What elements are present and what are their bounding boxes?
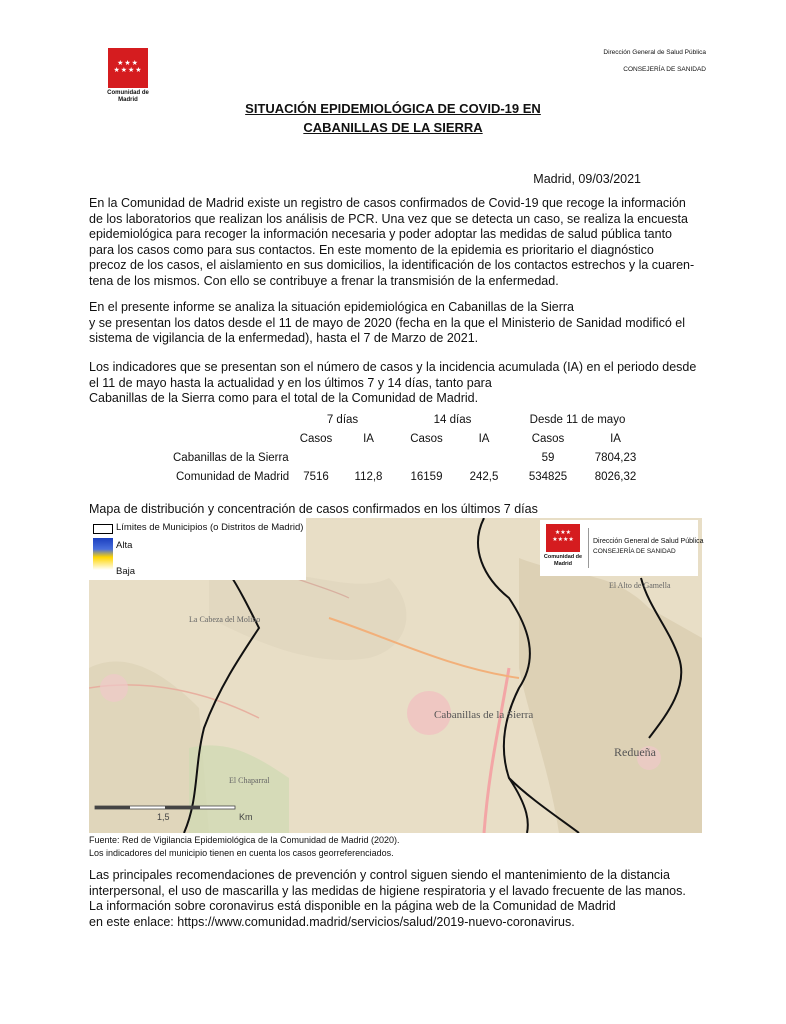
cell: 59 xyxy=(541,451,555,464)
map-place-label: La Cabeza del Molino xyxy=(189,615,261,624)
report-date: Madrid, 09/03/2021 xyxy=(533,172,641,186)
text-line: y se presentan los datos desde el 11 de mayo de 2020 (fecha en la que el Ministerio de Sanidad modificó el xyxy=(89,315,685,330)
col-ia: IA xyxy=(610,432,621,445)
cell xyxy=(342,448,395,467)
table-row xyxy=(160,467,645,486)
logo-divider xyxy=(588,528,589,568)
map-legend xyxy=(89,518,306,580)
period-14-days: 14 días xyxy=(433,413,472,426)
intensity-gradient xyxy=(93,538,113,570)
col-casos: Casos xyxy=(410,432,443,445)
text-line: el 11 de mayo hasta la actualidad y en los últimos 7 y 14 días, tanto para xyxy=(89,375,492,390)
table-subheader xyxy=(160,429,645,448)
source-line: Fuente: Red de Vigilancia Epidemiológica de la Comunidad de Madrid (2020). xyxy=(89,835,400,845)
period-7-days: 7 días xyxy=(326,413,359,426)
scope-paragraph xyxy=(89,300,729,347)
text-line: Las principales recomendaciones de prevención y control siguen siendo el mantenimiento de la distancia xyxy=(89,868,670,882)
map-caption: Mapa de distribución y concentración de casos confirmados en los últimos 7 días xyxy=(89,502,538,516)
text-line: para los casos como para sus contactos. En este momento de la epidemia es prioritario el diagnóstico xyxy=(89,242,654,257)
period-since-may: Desde 11 de mayo xyxy=(529,413,626,426)
recommendations-paragraph xyxy=(89,868,729,930)
indicators-paragraph xyxy=(89,360,729,407)
logo-text: Comunidad de Madrid xyxy=(107,90,149,103)
text-line: En la Comunidad de Madrid existe un registro de casos confirmados de Covid-19 que recoge la información xyxy=(89,196,686,210)
page-title: SITUACIÓN EPIDEMIOLÓGICA DE COVID-19 EN xyxy=(245,101,541,116)
map-place-label: El Chaparral xyxy=(229,776,270,785)
source-note: Los indicadores del municipio tienen en cuenta los casos georreferenciados. xyxy=(89,848,394,858)
logo-direccion: Dirección General de Salud Pública xyxy=(593,538,704,545)
cell: 7804,23 xyxy=(594,451,637,464)
cell xyxy=(395,448,458,467)
header-direccion: Dirección General de Salud Pública xyxy=(603,49,706,56)
cell: 8026,32 xyxy=(594,470,637,483)
text-line: Cabanillas de la Sierra como para el total de la Comunidad de Madrid. xyxy=(89,391,479,405)
col-ia: IA xyxy=(478,432,490,445)
cell xyxy=(458,448,510,467)
cell: 112,8 xyxy=(354,470,383,483)
intro-paragraph xyxy=(89,196,729,289)
col-casos: Casos xyxy=(299,432,333,445)
text-line: de los laboratorios que realizan los análisis de PCR. Una vez que se detecta un caso, se realiza la encuesta xyxy=(89,211,688,226)
map-place-label: El Alto de Gamella xyxy=(609,581,671,590)
boundary-swatch xyxy=(93,524,113,534)
legend-low: Baja xyxy=(116,566,136,577)
map-place-label: Redueña xyxy=(614,745,656,759)
legend-high: Alta xyxy=(116,540,133,551)
cell xyxy=(290,448,342,467)
table-period-header xyxy=(160,410,645,429)
text-line: sistema de vigilancia de la enfermedad), hasta el 7 de Marzo de 2021. xyxy=(89,331,479,345)
text-line: precoz de los casos, el aislamiento en sus domicilios, la identificación de los contactos estrechos y la cuaren- xyxy=(89,258,695,272)
cell: 534825 xyxy=(528,470,568,483)
header-consejeria: CONSEJERÍA DE SANIDAD xyxy=(623,66,706,73)
page-title-line2: CABANILLAS DE LA SIERRA xyxy=(303,120,483,135)
col-ia: IA xyxy=(363,432,374,445)
logo-stars-icon: ★★★ ★★★★ xyxy=(552,530,574,543)
indicators-table xyxy=(160,410,645,486)
text-line: La información sobre coronavirus está disponible en la página web de la Comunidad de Madrid xyxy=(89,899,616,913)
row-name: Cabanillas de la Sierra xyxy=(173,451,289,464)
logo-consejeria: CONSEJERÍA DE SANIDAD xyxy=(593,548,676,555)
table-row xyxy=(160,448,645,467)
text-line: epidemiológica para recoger la información necesaria y poder adoptar las medidas de salud pública tanto xyxy=(89,227,672,241)
map-place-label: Cabanillas de la Sierra xyxy=(434,709,534,721)
scale-label: 1,5 xyxy=(157,812,170,822)
logo-stars-icon: ★★★ ★★★★ xyxy=(113,60,143,74)
logo-text: Comunidad de Madrid xyxy=(543,554,583,567)
text-line: Los indicadores que se presentan son el número de casos y la incidencia acumulada (IA) en el periodo desde xyxy=(89,360,697,374)
scale-unit: Km xyxy=(239,812,253,822)
text-line: interpersonal, el uso de mascarilla y las medidas de higiene respiratoria y el lavado frecuente de las manos. xyxy=(89,883,686,898)
cell: 7516 xyxy=(303,470,329,483)
map-logo xyxy=(540,520,704,576)
legend-limits: Límites de Municipios (o Distritos de Madrid) xyxy=(116,522,304,533)
text-line: En el presente informe se analiza la situación epidemiológica en Cabanillas de la Sierra xyxy=(89,300,575,314)
cell: 242,5 xyxy=(469,470,499,483)
col-casos: Casos xyxy=(531,432,565,445)
row-name: Comunidad de Madrid xyxy=(176,470,290,483)
text-line: tena de los mismos. Con ello se contribuye a frenar la transmisión de la enfermedad. xyxy=(89,273,559,288)
text-line: en este enlace: https://www.comunidad.madrid/servicios/salud/2019-nuevo-coronavirus. xyxy=(89,914,575,929)
cell: 16159 xyxy=(410,470,443,483)
